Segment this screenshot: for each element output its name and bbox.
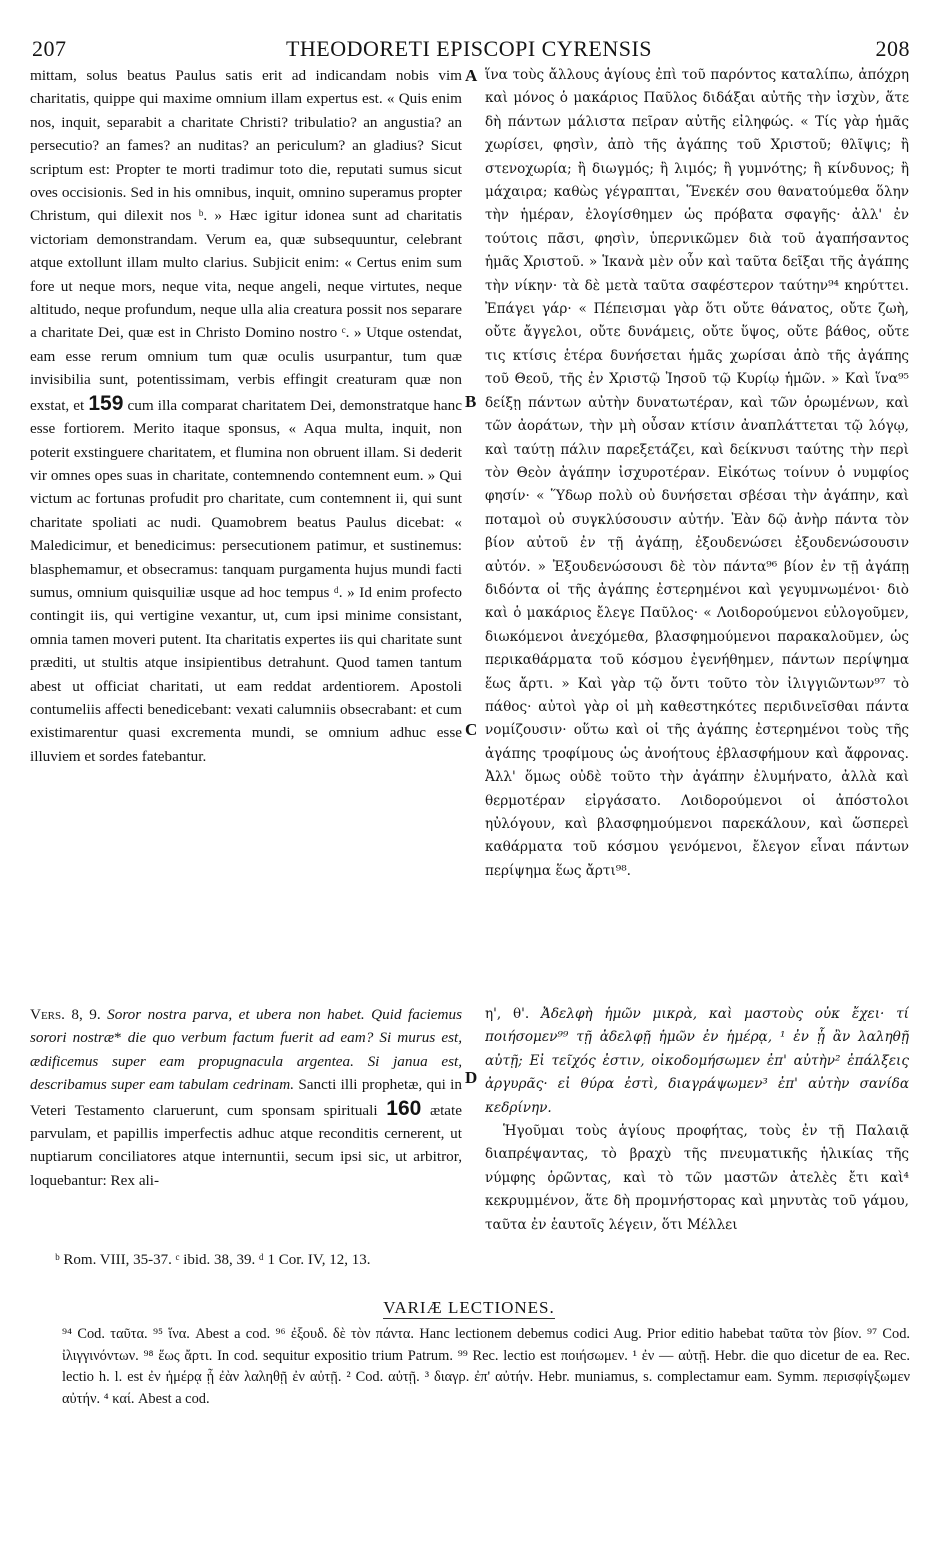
latin-column-lower	[30, 1003, 462, 1243]
latin-verse-paragraph	[30, 1003, 462, 1192]
variae-title-text: VARIÆ LECTIONES.	[383, 1298, 555, 1317]
variae-lectiones	[62, 1324, 910, 1410]
page-number-left: 207	[32, 36, 67, 61]
greek-commentary: Ἡγοῦμαι τοὺς ἁγίους προφήτας, τοὺς ἐν τῇ Παλαιᾷ διαπρέψαντας, τὸ βραχὺ τῆς πνευματικῆς ἡλικίας τῆς νύμφης ὁρῶντας, καὶ τὸ τῶν μαστῶν ἀτελὲς ἔτι καὶ⁴ κεκρυμμένον, ἅτε δὴ προμνήστορας καὶ μηνυτὰς τοῦ γάμου, ταῦτα ἐν ἑαυτοῖς λέγειν, ὅτι Μέλλει	[485, 1123, 909, 1233]
commentary-text-a: Sancti illi prophetæ, qui in Veteri Testamento claruerunt, cum sponsam spirituali	[30, 1076, 462, 1119]
commentary-text-b: ætate parvulam, et papillis imperfectis adhuc atque reconditis cernerent, ut nuptiarum conciliatores atque internuntii, secum ipsi sic, ut arbitror, loquebantur: Rex ali-	[30, 1101, 462, 1189]
section-marker-d: D	[465, 1068, 478, 1087]
footnotes: ᵇ Rom. VIII, 35-37. ᶜ ibid. 38, 39. ᵈ 1 Cor. IV, 12, 13.	[55, 1252, 371, 1268]
running-header	[22, 36, 916, 66]
section-marker-c: C	[465, 720, 478, 739]
verse-reference: 8, 9.	[71, 1006, 101, 1023]
verse-text-b: die quo verbum factum fuerit ad eam? Si murus est, ædificemus super eam propugnacula argentea. Si janua est, describamus super eam tabulam cedrinam.	[30, 1029, 462, 1094]
variae-text: ⁹⁴ Cod. ταῦτα. ⁹⁵ ἵνα. Abest a cod. ⁹⁶ ἐξουδ. δὲ τὸν πάντα. Hanc lectionem debemus codici Aug. Prior editio habebat ταῦτα τὸν βίον. ⁹⁷ Cod. ἰλιγγινόντων. ⁹⁸ ἕως ἄρτι. In cod. sequitur expositio trium Patrum. ⁹⁹ Rec. lectio est ποιήσωμεν. ¹ ἐν — αὐτῇ. Hebr. die quo dicetur de ea. Rec. lectio h. l. est ἐν ἡμέρᾳ ᾗ ἐὰν λαληθῇ ἐν αὐτῇ. ² Cod. αὐτῇ. ³ διαγρ. ἐπ' αὐτήν. Hebr. muniamus, s. complectamur eam. Symm. περισφίγξωμεν αὐτήν. ⁴ καί. Abest a cod.	[62, 1326, 910, 1407]
verse-label: Vers.	[30, 1006, 65, 1023]
verse-text-a: Soror nostra parva, et ubera non habet. Quid faciemus sorori nostræ	[30, 1006, 462, 1047]
running-title: THEODORETI EPISCOPI CYRENSIS	[285, 36, 653, 61]
greek-paragraph: ἵνα τοὺς ἄλλους ἁγίους ἐπὶ τοῦ παρόντος καταλίπω, ἀπόχρη καὶ μόνος ὁ μακάριος Παῦλος διδάξαι αὐτῆς τὴν ἰσχὺν, ἅτε δὴ πάντων μάλιστα πεῖραν αὐτῆς εἰληφώς. « Τίς γὰρ ἡμᾶς χωρίσει, φησὶν, ἀπὸ τῆς ἀγάπης τοῦ Χριστοῦ; θλῖψις; ἢ στενοχωρία; ἢ διωγμός; ἢ λιμός; ἢ γυμνότης; ἢ κίνδυνος; ἢ μάχαιρα; καθὼς γέγραπται, Ἕνεκέν σου θανατούμεθα ὅλην τὴν ἡμέραν, ἐλογίσθημεν ὡς πρόβατα σφαγῆς· ἀλλ' ἐν τούτοις πᾶσι, φησὶν, ὑπερνικῶμεν διὰ τοῦ ἀγαπήσαντος ἡμᾶς Χριστοῦ. » Ἱκανὰ μὲν οὖν καὶ ταῦτα δεῖξαι τῆς ἀγάπης τὴν νίκην· τὰ δὲ μετὰ ταῦτα σαφέστερον ταύτην⁹⁴ κηρύττει. Ἐπάγει γάρ· « Πέπεισμαι γὰρ ὅτι οὔτε θάνατος, οὔτε ζωὴ, οὔτε ἄγγελοι, οὔτε δυνάμεις, οὔτε ὕψος, οὔτε βάθος, οὔτε τις κτίσις ἑτέρα δυνήσεται ἡμᾶς χωρίσαι ἀπὸ τῆς ἀγάπης τοῦ Θεοῦ, τῆς ἐν Χριστῷ Ἰησοῦ τῷ Κυρίῳ ἡμῶν. » Καὶ ἵνα⁹⁵ δείξῃ πάντων αὐτὴν δυνατωτέραν, καὶ τῶν ὁρωμένων, καὶ τῶν ἀοράτων, τὴν μὴ οὖσαν κτίσιν ἀναπλάττεται τῷ λόγῳ, καὶ ταύτῃ πάλιν παρεξετάζει, καὶ δείκνυσι ταύτης τὴν περὶ τὸν Θεὸν ἀγάπην ἰσχυροτέραν. Εἰκότως τοίνυν ὁ νυμφίος φησίν· « Ὕδωρ πολὺ οὐ δυνήσεται σβέσαι τὴν ἀγάπην, καὶ ποταμοὶ οὐ συγκλύσουσιν αὐτήν. Ἐὰν δῷ ἀνὴρ πάντα τὸν βίον αὐτοῦ ἐν τῇ ἀγάπῃ, ἐξουδενώσει ἐξουδενώσουσιν αὐτόν. » Ἐξουδενώσουσι δὲ τὸν πάντα⁹⁶ βίον ἐν τῇ ἀγάπῃ διδόντα οἱ τῆς ἀγάπης ἐστερημένοι καὶ γεγυμνωμένοι· διὸ καὶ ὁ μακάριος ἔλεγε Παῦλος· « Λοιδορούμενοι εὐλογοῦμεν, διωκόμενοι ἀνεχόμεθα, βλασφημούμενοι παρακαλοῦμεν, ὡς περικαθάρματα τοῦ κόσμου ἐγενήθημεν, πάντων περίψημα ἕως ἄρτι. » Καὶ γὰρ τῷ ὄντι τοῦτο τὸν ἰλιγγιῶντων⁹⁷ τὸ πάθος· αὐτοὶ γὰρ οἱ μὴ καθεστηκότες περιδινεῖσθαι πάντα νομίζουσιν· οὕτω καὶ οἱ τῆς ἀγάπης ἐστερημένοι τοὺς τῆς ἀγάπης τροφίμους ὡς ἀνοήτους ἐβλασφήμουν καὶ ἄφρονας. Ἀλλ' ὅμως οὐδὲ τοῦτο τὴν ἀγάπην ἐλυμήνατο, ἀλλὰ καὶ θερμοτέραν εἰργάσατο. Λοιδορούμενοι οἱ ἀπόστολοι ηὐλόγουν, καὶ βλασφημούμενοι παρεκάλουν, καὶ ὥσπερεὶ καθάρματα τοῦ κόσμου γενόμενοι, ἔλεγον εἶναι πάντων περίψημα ἕως ἄρτι⁹⁸.	[485, 67, 909, 879]
latin-column-upper	[30, 64, 462, 1000]
greek-verse-reference: η', θ'.	[485, 1006, 530, 1022]
variae-lectiones-heading	[0, 1298, 938, 1318]
section-marker-b: B	[465, 392, 477, 411]
latin-paragraph	[30, 64, 462, 768]
inner-page-number-159: 159	[88, 391, 124, 415]
greek-verse-text: Ἀδελφὴ ἡμῶν μικρὰ, καὶ μαστοὺς οὐκ ἔχει· τί ποιήσομεν⁹⁹ τῇ ἀδελφῇ ἡμῶν ἐν ἡμέρᾳ, ¹ ἐν ᾗ ἂν λαληθῇ αὐτῇ; Εἰ τεῖχός ἐστιν, οἰκοδομήσωμεν ἐπ' αὐτὴν² ἐπάλξεις ἀργυρᾶς· εἰ θύρα ἐστὶ, διαγράψωμεν³ ἐπ' αὐτὴν σανίδα κεδρίνην.	[485, 1006, 909, 1116]
greek-column-upper	[485, 64, 909, 1000]
greek-verse-paragraph	[485, 1003, 909, 1120]
latin-text-1: mittam, solus beatus Paulus satis erit ad indicandam nobis vim charitatis, quippe qui maxime omnium illam expertus est. « Quis enim nos, inquit, separabit a charitate Christi? tribulatio? an angustia? an persecutio? an fames? an nuditas? an periculum? an gladius? Sicut scriptum est: Propter te morti tradimur toto die, reputati sumus sicut oves occisionis. Sed in his omnibus, inquit, omnino superamus propter Christum, qui dilexit nos ᵇ. » Hæc igitur idonea sunt ad charitatis victoriam demonstrandam. Verum ea, quæ subsequuntur, celebrant atque extollunt illam multo clarius. Subjicit enim: « Certus enim sum fore ut neque mors, neque vita, neque angeli, neque virtutes, neque altitudo, neque profundum, neque ulla alia creatura possit nos separare a charitate Dei, quæ est in Christo Domino nostro ᶜ. » Utque ostendat, eam esse rerum omnium tum quæ oculis usurpantur, tum quæ invisibilia sunt, potentissimam, verbis effingit creaturam quæ non exstat, et	[30, 67, 462, 414]
verse-asterisk: *	[114, 1029, 122, 1047]
section-marker-a: A	[465, 66, 478, 85]
inner-page-number-160: 160	[386, 1096, 422, 1120]
greek-column-lower	[485, 1003, 909, 1243]
latin-text-2: cum illa comparat charitatem Dei, demonstratque hanc esse fortiorem. Merito itaque sponsus, « Aqua multa, inquit, non poterit exstinguere charitatem, et flumina non obruent illam. Si dederit vir omnes opes suas in charitate, contemnendo contemnent eum. » Qui victum ac fortunas profudit pro charitate, cum contemnent ii, qui sunt charitate spoliati ac nudi. Quamobrem beatus Paulus dicebat: « Maledicimur, et benedicimus: persecutionem patimur, et sustinemus: blasphemamur, et obsecramus: tanquam purgamenta hujus mundi facti sumus, omnium quisquiliæ usque ad hoc tempus ᵈ. » Id enim profecto contingit iis, qui vertigine vexantur, ut, cum ipsi minime consistant, omnia tamen moveri putent. Ita charitatis expertes iis qui charitate sunt præditi, ut stultis atque insipientibus detrahunt. Quod tamen tantum abest ut officiat charitati, ut eam reddat ardentiorem. Apostoli contumeliis affecti benedicebant: vexati calumniis obsecrabant: et cum existimarentur quasi excrementa mundi, se omnium adhuc esse illuviem et sordes fatebantur.	[30, 396, 462, 765]
page-number-right: 208	[875, 36, 910, 61]
